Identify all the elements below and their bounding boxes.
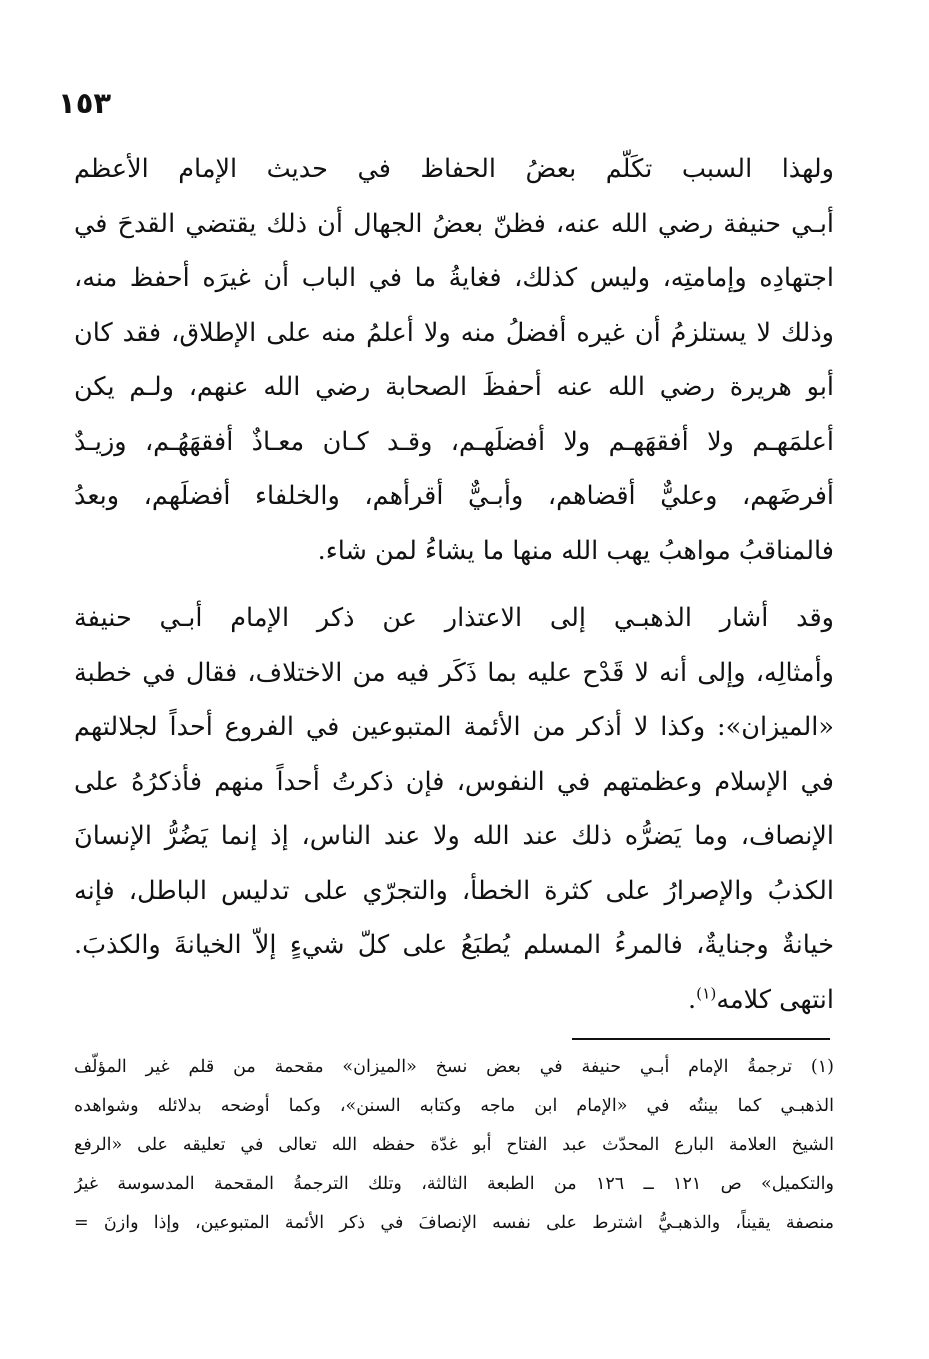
page-number: ١٥٣: [58, 86, 112, 120]
footnote-separator: [572, 1038, 830, 1040]
footnote-line: الذهبـي كما بينتُه في «الإمام ابن ماجه وكتابه السنن»، وكما أوضحه بدلائله وشواهده: [74, 1096, 834, 1116]
text-line: أبو هريرة رضي الله عنه أحفظَ الصحابة رضي الله عنهم، ولـم يكن: [74, 372, 834, 402]
text-line: وذلك لا يستلزمُ أن غيره أفضلُ منه ولا أعلمُ منه على الإطلاق، فقد كان: [74, 317, 834, 348]
paragraph-gap: [74, 578, 834, 591]
text-line: الكذبُ والإصرارُ على كثرة الخطأ، والتجرّي على تدليس الباطل، فإنه: [74, 875, 834, 906]
closing-text: انتهى كلامه: [716, 984, 834, 1015]
closing-period: .: [688, 984, 697, 1015]
main-text: [74, 142, 834, 1027]
text-line: فالمناقبُ مواهبُ يهب الله منها ما يشاءُ لمن شاء.: [317, 535, 834, 566]
text-line: الإنصاف، وما يَضرُّه ذلك عند الله ولا عند الناس، إذ إنما يَضُرُّ الإنسانَ: [74, 821, 834, 851]
paragraph-2: [74, 591, 834, 1027]
text-line: وقد أشار الذهبـي إلى الاعتذار عن ذكر الإمام أبـي حنيفة: [74, 603, 834, 633]
text-line: وأمثالِه، وإلى أنه لا قَدْح عليه بما ذَكَر فيه من الاختلاف، فقال في خطبة: [74, 657, 834, 688]
text-line: ولهذا السبب تكَلّم بعضُ الحفاظ في حديث الإمام الأعظم: [74, 154, 834, 184]
footnote-line: (١) ترجمةُ الإمام أبـي حنيفة في بعض نسخ «الميزان» مقحمة من قلم غير المؤلّف: [74, 1057, 834, 1077]
footnotes: [74, 1048, 834, 1243]
text-line: اجتهادِه وإمامتِه، وليس كذلك، فغايةُ ما في الباب أن غيرَه أحفظ منه،: [74, 263, 834, 293]
footnote-marker[interactable]: (١): [696, 984, 717, 1002]
footnote-line: والتكميل» ص ١٢١ ــ ١٢٦ من الطبعة الثالثة، وتلك الترجمةُ المقحمة المدسوسة غيرُ: [74, 1174, 834, 1194]
footnote-line: منصفة يقيناً، والذهبـيُّ اشترط على نفسه الإنصافَ في ذكر الأئمة المتبوعين، وإذا وازنَ =: [74, 1213, 834, 1233]
text-line-last: [74, 973, 834, 1028]
paragraph-1: [74, 142, 834, 578]
text-line: خيانةٌ وجنايةٌ، فالمرءُ المسلم يُطبَعُ على كلّ شيءٍ إلاّ الخيانةَ والكذبَ.: [74, 930, 834, 960]
text-line: «الميزان»: وكذا لا أذكر من الأئمة المتبوعين في الفروع أحداً لجلالتهم: [74, 712, 834, 742]
text-line: في الإسلام وعظمتهم في النفوس، فإن ذكرتُ أحداً منهم فأذكرُهُ على: [74, 766, 834, 797]
text-line: أبـي حنيفة رضي الله عنه، فظنّ بعضُ الجهال أن ذلك يقتضي القدحَ في: [74, 208, 834, 239]
text-line: أفرضَهم، وعليٌّ أقضاهم، وأبـيٌّ أقرأهم، والخلفاء أفضلَهم، وبعدُ: [74, 481, 834, 511]
footnote-line: الشيخ العلامة البارع المحدّث عبد الفتاح أبو غدّة حفظه الله تعالى في تعليقه على «الرفع: [74, 1135, 834, 1155]
text-line: أعلمَهـم ولا أفقهَهـم ولا أفضلَهـم، وقـد كـان معـاذٌ أفقهَهُـم، وزيـدٌ: [74, 426, 834, 457]
